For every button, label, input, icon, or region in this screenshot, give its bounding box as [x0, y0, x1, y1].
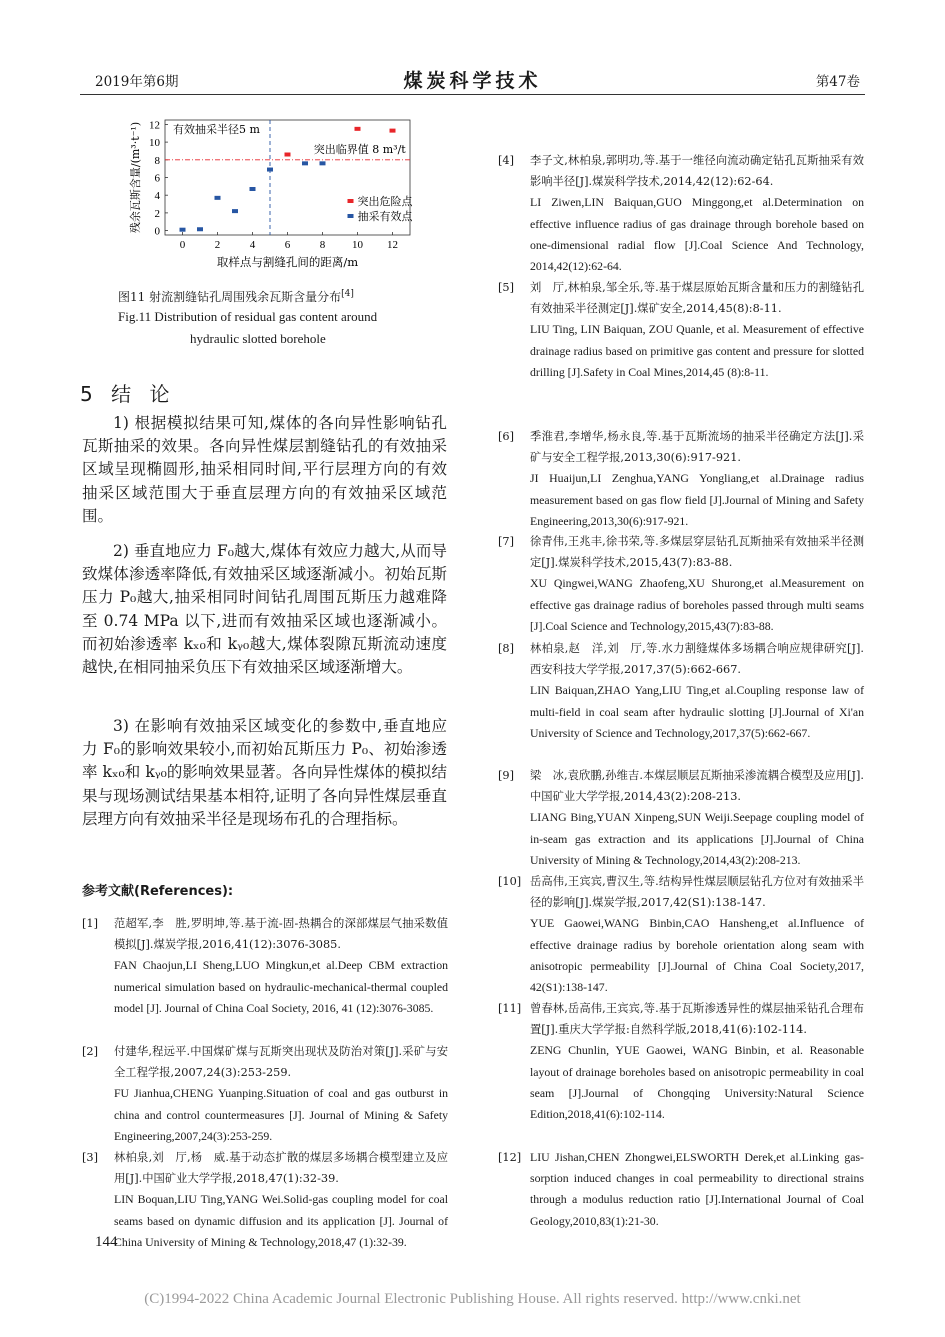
reference-item — [498, 765, 864, 871]
effective-point — [215, 196, 221, 200]
effective-point — [320, 161, 326, 165]
conclusion-paragraph-2: 2) 垂直地应力 F₀越大,煤体有效应力越大,从而导致煤体渗透率降低,有效抽采区域逐渐减小。初始瓦斯压力 P₀越大,抽采相同时间钻孔周围瓦斯压力越难降至 0.74 MPa 以下,进而有效抽采区域也逐渐减小。而初始渗透率 kₓ₀和 kᵧ₀越大,煤体裂隙瓦斯流动速度越快,在相同抽采负压下有效抽采区域逐渐增大。 — [82, 542, 447, 677]
legend-label: 突出危险点 — [357, 195, 413, 208]
reference-en: FAN Chaojun,LI Sheng,LUO Mingkun,et al.Deep CBM extraction numerical simulation based on hydraulic-mechanical-thermal coupled model [J]. Journal of China Coal Society, 2016, 41 (12):3076-3085. — [114, 958, 448, 1015]
x-tick-label: 6 — [284, 239, 291, 251]
reference-item — [498, 531, 864, 637]
reference-en: FU Jianhua,CHENG Yuanping.Situation of coal and gas outburst in china and control countermeasures [J]. Journal of Mining & Safety Engineering,2007,24(3):253-259. — [114, 1086, 448, 1143]
x-axis-label: 取样点与割缝孔间的距离/m — [216, 255, 359, 269]
reference-number: [3] — [82, 1151, 99, 1164]
y-tick-label: 12 — [149, 119, 160, 132]
header-rule — [80, 94, 865, 95]
danger-point — [390, 129, 396, 133]
reference-en: LIANG Bing,YUAN Xinpeng,SUN Weiji.Seepage coupling model of in-seam gas extraction and its applications [J].Journal of China University of Mining & Technology,2014,43(2):208-213. — [530, 810, 864, 867]
y-tick-label: 0 — [154, 225, 160, 238]
reference-en: LIU Jishan,CHEN Zhongwei,ELSWORTH Derek,et al.Linking gas-sorption induced changes in coal permeability to directional strains through a modulus reduction ratio [J].International Journal of Coal Geology,2010,83(1):21-30. — [530, 1150, 864, 1228]
reference-item — [498, 638, 864, 744]
reference-item — [82, 1041, 448, 1147]
legend-swatch — [348, 199, 354, 203]
reference-number: [6] — [498, 430, 515, 443]
section-title: 5 结 论 — [80, 382, 176, 406]
references-heading: 参考文献(References): — [82, 884, 234, 899]
reference-number: [11] — [498, 1002, 522, 1015]
x-tick-label: 0 — [179, 239, 186, 251]
reference-number: [4] — [498, 154, 515, 167]
reference-zh: 付建华,程远平.中国煤矿煤与瓦斯突出现状及防治对策[J].采矿与安全工程学报,2007,24(3):253-259. — [114, 1045, 448, 1080]
reference-zh: 林柏泉,赵 洋,刘 厅,等.水力割缝煤体多场耦合响应规律研究[J].西安科技大学学报,2017,37(5):662-667. — [530, 642, 864, 677]
copyright-footer: (C)1994-2022 China Academic Journal Electronic Publishing House. All rights reserved. http://www.cnki.net — [144, 1291, 801, 1307]
x-tick-label: 8 — [319, 239, 326, 251]
journal-title: 煤炭科学技术 — [403, 70, 542, 92]
figure-caption-zh: 图11 射流割缝钻孔周围残余瓦斯含量分布[4] — [118, 289, 354, 304]
reference-en: XU Qingwei,WANG Zhaofeng,XU Shurong,et al.Measurement on effective gas drainage radius of boreholes passed through multi seams [J].Coal Science and Technology,2015,43(7):83-88. — [530, 576, 864, 633]
y-tick-label: 10 — [149, 137, 160, 150]
reference-item — [82, 913, 448, 1019]
y-tick-label: 4 — [154, 190, 160, 203]
reference-zh: 岳高伟,王宾宾,曹汉生,等.结构异性煤层顺层钻孔方位对有效抽采半径的影响[J].煤炭学报,2017,42(S1):138-147. — [530, 875, 864, 910]
reference-item — [498, 150, 864, 277]
y-tick-label: 6 — [154, 172, 160, 185]
y-tick-label: 2 — [154, 207, 160, 220]
reference-item — [498, 277, 864, 383]
reference-number: [8] — [498, 642, 515, 655]
figure-caption-en-2: hydraulic slotted borehole — [190, 331, 326, 346]
y-axis-label: 残余瓦斯含量/(m³·t⁻¹) — [129, 121, 142, 234]
reference-zh: 林柏泉,刘 厅,杨 威.基于动态扩散的煤层多场耦合模型建立及应用[J].中国矿业大学学报,2018,47(1):32-39. — [114, 1151, 448, 1186]
reference-item — [498, 871, 864, 998]
effective-point — [180, 228, 186, 232]
reference-number: [1] — [82, 917, 99, 930]
reference-en: YUE Gaowei,WANG Binbin,CAO Hansheng,et al.Influence of effective drainage radius by borehole orientation along seam with anisotropic permeability [J].Journal of China Coal Society,2017, 42(S1):138-147. — [530, 916, 864, 995]
danger-point — [355, 127, 361, 131]
reference-zh: 季淮君,李增华,杨永良,等.基于瓦斯流场的抽采半径确定方法[J].采矿与安全工程学报,2013,30(6):917-921. — [530, 430, 864, 465]
reference-en: LIN Boquan,LIU Ting,YANG Wei.Solid-gas coupling model for coal seams based on dynamic diffusion and its application [J]. Journal of China University of Mining & Technology,2018,47 (1):32-39. — [114, 1192, 448, 1249]
legend-swatch — [348, 214, 354, 218]
reference-number: [7] — [498, 535, 515, 548]
volume-label: 第47卷 — [815, 74, 860, 90]
reference-item — [498, 1147, 864, 1232]
reference-item — [498, 426, 864, 532]
conclusion-paragraph-3: 3) 在影响有效抽采区域变化的参数中,垂直地应力 F₀的影响效果较小,而初始瓦斯压力 P₀、初始渗透率 kₓ₀和 kᵧ₀的影响效果显著。各向异性煤体的模拟结果与现场测试结果基本相符,证明了各向异性煤层垂直层理方向有效抽采半径是现场布孔的合理指标。 — [82, 717, 447, 828]
reference-number: [10] — [498, 875, 522, 888]
effective-point — [197, 227, 203, 231]
x-tick-label: 2 — [214, 239, 221, 251]
reference-number: [2] — [82, 1045, 99, 1058]
y-tick-label: 8 — [154, 154, 160, 167]
effective-point — [250, 187, 256, 191]
residual-gas-chart — [115, 112, 415, 282]
effective-point — [232, 209, 238, 213]
reference-zh: 梁 冰,袁欣鹏,孙维吉.本煤层顺层瓦斯抽采渗流耦合模型及应用[J].中国矿业大学学报,2014,43(2):208-213. — [530, 769, 864, 804]
reference-en: LIN Baiquan,ZHAO Yang,LIU Ting,et al.Coupling response law of multi-field in coal seam after hydraulic slotting [J].Journal of Xi'an University of Science and Technology,2017,37(5):662-667. — [530, 683, 864, 740]
effective-point — [302, 161, 308, 165]
reference-zh: 徐青伟,王兆丰,徐书荣,等.多煤层穿层钻孔瓦斯抽采有效抽采半径测定[J].煤炭科学技术,2015,43(7):83-88. — [530, 535, 864, 570]
x-tick-label: 10 — [352, 239, 363, 251]
effective-point — [267, 168, 273, 172]
legend-label: 抽采有效点 — [357, 210, 413, 223]
conclusion-paragraph-1: 1) 根据模拟结果可知,煤体的各向异性影响钻孔瓦斯抽采的效果。各向异性煤层割缝钻孔的有效抽采区域呈现椭圆形,抽采相同时间,平行层理方向的有效抽采区域范围大于垂直层理方向的有效抽采区域范围。 — [82, 414, 447, 525]
reference-en: LI Ziwen,LIN Baiquan,GUO Minggong,et al.Determination on effective influence radius of gas drainage through borehole based on one-dimensional radial flow [J].Coal Science And Technology, 2014,42(12):62-64. — [530, 195, 864, 274]
reference-en: JI Huaijun,LI Zenghua,YANG Yongliang,et al.Drainage radius measurement based on gas flow field [J].Journal of Mining and Safety Engineering,2013,30(6):917-921. — [530, 471, 864, 528]
x-tick-label: 4 — [249, 239, 256, 251]
threshold-annotation: 突出临界值 8 m³/t — [313, 142, 406, 156]
reference-en: LIU Ting, LIN Baiquan, ZOU Quanle, et al. Measurement of effective drainage radius based on primitive gas content and pressure for slotted drilling [J].Safety in Coal Mines,2014,45 (8):8-11. — [530, 322, 864, 379]
x-tick-label: 12 — [387, 239, 398, 251]
danger-point — [285, 153, 291, 157]
reference-zh: 刘 厅,林柏泉,邹全乐,等.基于煤层原始瓦斯含量和压力的割缝钻孔有效抽采半径测定[J].煤矿安全,2014,45(8):8-11. — [530, 281, 864, 316]
reference-number: [5] — [498, 281, 515, 294]
issue-label: 2019年第6期 — [95, 74, 179, 90]
reference-number: [12] — [498, 1151, 522, 1164]
reference-item — [498, 998, 864, 1125]
reference-zh: 范超军,李 胜,罗明坤,等.基于流-固-热耦合的深部煤层气抽采数值模拟[J].煤炭学报,2016,41(12):3076-3085. — [114, 917, 448, 952]
reference-number: [9] — [498, 769, 515, 782]
reference-zh: 李子文,林柏泉,郭明功,等.基于一维径向流动确定钻孔瓦斯抽采有效影响半径[J].煤炭科学技术,2014,42(12):62-64. — [530, 154, 864, 189]
page-number: 144 — [95, 1234, 118, 1250]
radius-annotation: 有效抽采半径5 m — [173, 123, 260, 136]
reference-zh: 曾春林,岳高伟,王宾宾,等.基于瓦斯渗透异性的煤层抽采钻孔合理布置[J].重庆大学学报:自然科学版,2018,41(6):102-114. — [530, 1002, 864, 1037]
reference-en: ZENG Chunlin, YUE Gaowei, WANG Binbin, et al. Reasonable layout of drainage boreholes based on anisotropic permeability in coal seam [J].Journal of Chongqing University:Natural Science Edition,2018,41(6):102-114. — [530, 1043, 864, 1122]
caption-ref: [4] — [341, 289, 354, 299]
figure-caption-en-1: Fig.11 Distribution of residual gas content around — [118, 309, 378, 324]
chart-svg — [115, 112, 415, 282]
